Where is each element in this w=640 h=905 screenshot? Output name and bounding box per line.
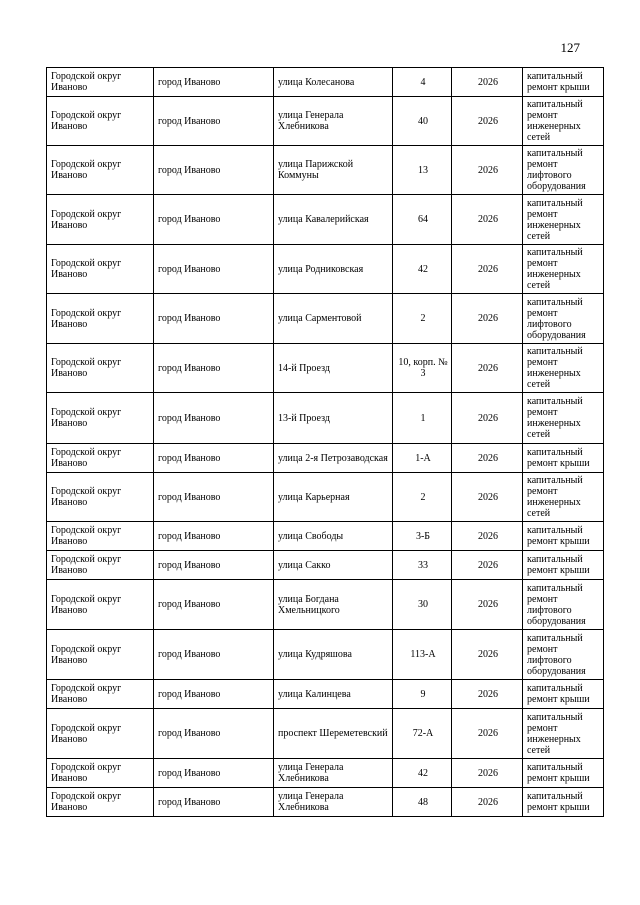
cell-district: Городской округ Иваново xyxy=(47,630,154,680)
cell-street: улица Родниковская xyxy=(274,245,393,294)
cell-house: 4 xyxy=(393,68,452,97)
page-number: 127 xyxy=(560,40,580,55)
cell-city: город Иваново xyxy=(154,344,274,393)
table-body xyxy=(47,68,604,817)
cell-street: улица Генерала Хлебникова xyxy=(274,759,393,788)
cell-street: улица Сакко xyxy=(274,551,393,580)
cell-work: капитальный ремонт лифтового оборудования xyxy=(523,580,604,630)
table-row xyxy=(47,68,604,97)
table-row xyxy=(47,393,604,444)
cell-year: 2026 xyxy=(452,551,523,580)
cell-street: улица Генерала Хлебникова xyxy=(274,788,393,817)
cell-year: 2026 xyxy=(452,522,523,551)
cell-house: 1 xyxy=(393,393,452,444)
table-row xyxy=(47,709,604,759)
cell-district: Городской округ Иваново xyxy=(47,551,154,580)
table-row xyxy=(47,294,604,344)
cell-street: улица Парижской Коммуны xyxy=(274,146,393,195)
table-row xyxy=(47,680,604,709)
cell-year: 2026 xyxy=(452,344,523,393)
cell-district: Городской округ Иваново xyxy=(47,680,154,709)
cell-work: капитальный ремонт крыши xyxy=(523,788,604,817)
cell-year: 2026 xyxy=(452,245,523,294)
cell-city: город Иваново xyxy=(154,522,274,551)
cell-city: город Иваново xyxy=(154,788,274,817)
cell-street: 14-й Проезд xyxy=(274,344,393,393)
cell-work: капитальный ремонт крыши xyxy=(523,759,604,788)
cell-city: город Иваново xyxy=(154,759,274,788)
cell-year: 2026 xyxy=(452,788,523,817)
cell-work: капитальный ремонт лифтового оборудования xyxy=(523,146,604,195)
cell-house: 113-А xyxy=(393,630,452,680)
cell-district: Городской округ Иваново xyxy=(47,68,154,97)
table-row xyxy=(47,551,604,580)
cell-year: 2026 xyxy=(452,97,523,146)
cell-house: 64 xyxy=(393,195,452,245)
cell-year: 2026 xyxy=(452,444,523,473)
table-row xyxy=(47,97,604,146)
cell-work: капитальный ремонт инженерных сетей xyxy=(523,245,604,294)
cell-year: 2026 xyxy=(452,146,523,195)
cell-house: 40 xyxy=(393,97,452,146)
cell-house: 2 xyxy=(393,294,452,344)
cell-city: город Иваново xyxy=(154,195,274,245)
cell-street: улица Колесанова xyxy=(274,68,393,97)
cell-street: улица Сарментовой xyxy=(274,294,393,344)
cell-district: Городской округ Иваново xyxy=(47,444,154,473)
cell-city: город Иваново xyxy=(154,580,274,630)
cell-year: 2026 xyxy=(452,580,523,630)
cell-city: город Иваново xyxy=(154,680,274,709)
cell-district: Городской округ Иваново xyxy=(47,580,154,630)
cell-city: город Иваново xyxy=(154,68,274,97)
cell-city: город Иваново xyxy=(154,709,274,759)
table-row xyxy=(47,344,604,393)
cell-street: улица Карьерная xyxy=(274,473,393,522)
cell-district: Городской округ Иваново xyxy=(47,195,154,245)
cell-year: 2026 xyxy=(452,680,523,709)
cell-city: город Иваново xyxy=(154,444,274,473)
cell-work: капитальный ремонт крыши xyxy=(523,551,604,580)
cell-city: город Иваново xyxy=(154,393,274,444)
cell-district: Городской округ Иваново xyxy=(47,759,154,788)
cell-city: город Иваново xyxy=(154,630,274,680)
cell-house: 1-А xyxy=(393,444,452,473)
cell-house: 10, корп. № 3 xyxy=(393,344,452,393)
cell-street: проспект Шереметевский xyxy=(274,709,393,759)
cell-house: 2 xyxy=(393,473,452,522)
cell-district: Городской округ Иваново xyxy=(47,473,154,522)
cell-year: 2026 xyxy=(452,473,523,522)
cell-work: капитальный ремонт инженерных сетей xyxy=(523,709,604,759)
cell-work: капитальный ремонт инженерных сетей xyxy=(523,195,604,245)
cell-year: 2026 xyxy=(452,393,523,444)
cell-work: капитальный ремонт инженерных сетей xyxy=(523,97,604,146)
cell-work: капитальный ремонт крыши xyxy=(523,68,604,97)
cell-city: город Иваново xyxy=(154,551,274,580)
cell-district: Городской округ Иваново xyxy=(47,709,154,759)
table-row xyxy=(47,195,604,245)
cell-street: улица Кавалерийская xyxy=(274,195,393,245)
cell-district: Городской округ Иваново xyxy=(47,522,154,551)
cell-district: Городской округ Иваново xyxy=(47,245,154,294)
cell-city: город Иваново xyxy=(154,294,274,344)
cell-work: капитальный ремонт инженерных сетей xyxy=(523,393,604,444)
cell-street: улица Калинцева xyxy=(274,680,393,709)
table-row xyxy=(47,444,604,473)
cell-year: 2026 xyxy=(452,195,523,245)
cell-district: Городской округ Иваново xyxy=(47,146,154,195)
repair-schedule-table xyxy=(46,67,604,817)
cell-district: Городской округ Иваново xyxy=(47,393,154,444)
cell-street: улица Кудряшова xyxy=(274,630,393,680)
cell-work: капитальный ремонт инженерных сетей xyxy=(523,473,604,522)
cell-district: Городской округ Иваново xyxy=(47,97,154,146)
cell-house: 3-Б xyxy=(393,522,452,551)
cell-year: 2026 xyxy=(452,759,523,788)
cell-work: капитальный ремонт лифтового оборудования xyxy=(523,294,604,344)
cell-city: город Иваново xyxy=(154,245,274,294)
cell-house: 9 xyxy=(393,680,452,709)
cell-house: 33 xyxy=(393,551,452,580)
cell-street: улица Генерала Хлебникова xyxy=(274,97,393,146)
table-row xyxy=(47,245,604,294)
table-row xyxy=(47,759,604,788)
table-row xyxy=(47,630,604,680)
table-row xyxy=(47,788,604,817)
cell-district: Городской округ Иваново xyxy=(47,344,154,393)
cell-work: капитальный ремонт крыши xyxy=(523,680,604,709)
cell-district: Городской округ Иваново xyxy=(47,294,154,344)
cell-house: 48 xyxy=(393,788,452,817)
cell-house: 30 xyxy=(393,580,452,630)
cell-year: 2026 xyxy=(452,68,523,97)
cell-work: капитальный ремонт лифтового оборудования xyxy=(523,630,604,680)
cell-year: 2026 xyxy=(452,709,523,759)
table-row xyxy=(47,146,604,195)
cell-street: улица Свободы xyxy=(274,522,393,551)
table-row xyxy=(47,473,604,522)
cell-street: улица Богдана Хмельницкого xyxy=(274,580,393,630)
cell-city: город Иваново xyxy=(154,473,274,522)
cell-city: город Иваново xyxy=(154,146,274,195)
table-row xyxy=(47,522,604,551)
cell-house: 42 xyxy=(393,245,452,294)
cell-house: 13 xyxy=(393,146,452,195)
cell-work: капитальный ремонт крыши xyxy=(523,444,604,473)
cell-street: 13-й Проезд xyxy=(274,393,393,444)
table-row xyxy=(47,580,604,630)
cell-house: 72-А xyxy=(393,709,452,759)
cell-year: 2026 xyxy=(452,294,523,344)
cell-district: Городской округ Иваново xyxy=(47,788,154,817)
cell-house: 42 xyxy=(393,759,452,788)
cell-city: город Иваново xyxy=(154,97,274,146)
cell-street: улица 2-я Петрозаводская xyxy=(274,444,393,473)
cell-work: капитальный ремонт инженерных сетей xyxy=(523,344,604,393)
cell-year: 2026 xyxy=(452,630,523,680)
cell-work: капитальный ремонт крыши xyxy=(523,522,604,551)
